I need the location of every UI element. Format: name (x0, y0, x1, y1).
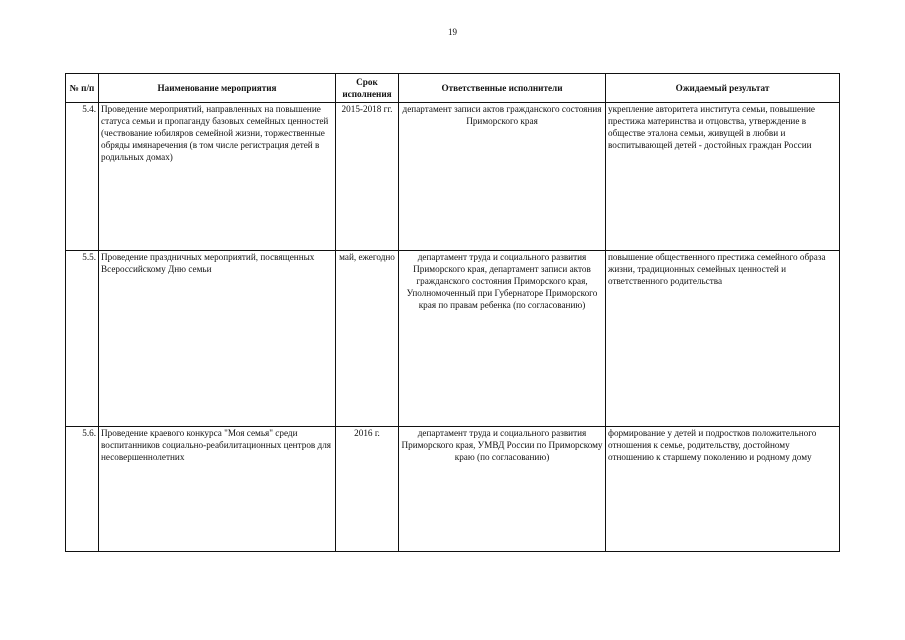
row-result: повышение общественного престижа семейного образа жизни, традиционных семейных ценностей и ответственного родительства (606, 251, 840, 427)
row-term: 2015-2018 гг. (336, 103, 399, 251)
header-responsible: Ответственные исполнители (399, 74, 606, 103)
header-name: Наименование мероприятия (99, 74, 336, 103)
page-number: 19 (448, 27, 457, 37)
table-row (66, 103, 840, 251)
header-term: Срок исполнения (336, 74, 399, 103)
row-term: май, ежегодно (336, 251, 399, 427)
row-responsible: департамент записи актов гражданского состояния Приморского края (399, 103, 606, 251)
row-term: 2016 г. (336, 427, 399, 552)
row-result: формирование у детей и подростков положительного отношения к семье, родительству, достойному отношению к старшему поколению и родному дому (606, 427, 840, 552)
row-name: Проведение праздничных мероприятий, посвященных Всероссийскому Дню семьи (99, 251, 336, 427)
row-name: Проведение краевого конкурса "Моя семья" среди воспитанников социально-реабилитационных центров для несовершеннолетних (99, 427, 336, 552)
row-responsible: департамент труда и социального развития Приморского края, УМВД России по Приморскому краю (по согласованию) (399, 427, 606, 552)
row-num: 5.6. (66, 427, 99, 552)
row-num: 5.5. (66, 251, 99, 427)
table-header-row (66, 74, 840, 103)
row-name: Проведение мероприятий, направленных на повышение статуса семьи и пропаганду базовых семейных ценностей (чествование юбиляров семейной жизни, торжественные обряды имянаречения (в том числе регистрация детей в родильных домах) (99, 103, 336, 251)
row-result: укрепление авторитета института семьи, повышение престижа материнства и отцовства, утверждение в обществе эталона семьи, живущей в любви и воспитывающей детей - достойных граждан России (606, 103, 840, 251)
header-num: № п/п (66, 74, 99, 103)
table-row (66, 251, 840, 427)
activities-table (65, 73, 840, 552)
table-row (66, 427, 840, 552)
row-num: 5.4. (66, 103, 99, 251)
header-result: Ожидаемый результат (606, 74, 840, 103)
row-responsible: департамент труда и социального развития Приморского края, департамент записи актов гражданского состояния Приморского края, Уполномоченный при Губернаторе Приморского края по правам ребенка (по согласованию) (399, 251, 606, 427)
